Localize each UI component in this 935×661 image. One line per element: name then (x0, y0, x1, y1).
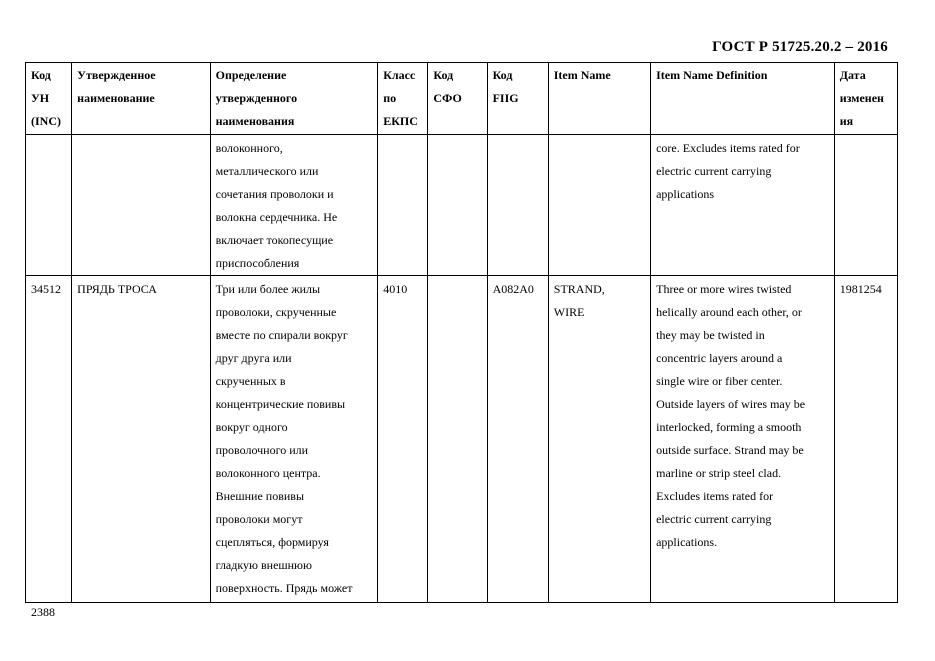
header-fiig-code: Код FIIG (487, 63, 548, 135)
header-item-name-definition: Item Name Definition (651, 63, 835, 135)
header-item-name: Item Name (548, 63, 650, 135)
header-ekps-class: Класс по ЕКПС (378, 63, 428, 135)
cell-sfo-code (428, 276, 487, 603)
cell-fiig-code (487, 135, 548, 276)
cell-definition-en: core. Excludes items rated for electric current carrying applications (651, 135, 835, 276)
cell-definition-ru: Три или более жилы проволоки, скрученные вместе по спирали вокруг друг друга или скрученных в концентрические повивы вокруг одного проволочного или волоконного центра. Внешние повивы проволоки могут сцепляться, формируя гладкую внешнюю поверхность. Прядь может (210, 276, 378, 603)
page-number: 2388 (31, 605, 55, 619)
header-sfo-code: Код СФО (428, 63, 487, 135)
cell-inc (26, 135, 72, 276)
header-approved-name: Утвержденное наименование (72, 63, 210, 135)
cell-item-name: STRAND, WIRE (548, 276, 650, 603)
cell-ekps-class: 4010 (378, 276, 428, 603)
cell-approved-name (72, 135, 210, 276)
item-names-table (25, 62, 898, 603)
table-row (26, 276, 898, 603)
cell-definition-ru: волоконного, металлического или сочетания проволоки и волокна сердечника. Не включает токопесущие приспособления (210, 135, 378, 276)
cell-sfo-code (428, 135, 487, 276)
header-inc-code: Код УН (INC) (26, 63, 72, 135)
table-header-row (26, 63, 898, 135)
cell-item-name (548, 135, 650, 276)
cell-fiig-code: A082A0 (487, 276, 548, 603)
header-definition-ru: Определение утвержденного наименования (210, 63, 378, 135)
document-standard-title: ГОСТ Р 51725.20.2 – 2016 (712, 39, 888, 55)
cell-date-changed: 1981254 (834, 276, 897, 603)
header-date-changed: Дата изменен ия (834, 63, 897, 135)
cell-definition-en: Three or more wires twisted helically around each other, or they may be twisted in concentric layers around a single wire or fiber center. Outside layers of wires may be interlocked, forming a smooth outside surface. Strand may be marline or strip steel clad. Excludes items rated for electric current carrying applications. (651, 276, 835, 603)
cell-approved-name: ПРЯДЬ ТРОСА (72, 276, 210, 603)
cell-inc: 34512 (26, 276, 72, 603)
table-row (26, 135, 898, 276)
cell-date-changed (834, 135, 897, 276)
cell-ekps-class (378, 135, 428, 276)
